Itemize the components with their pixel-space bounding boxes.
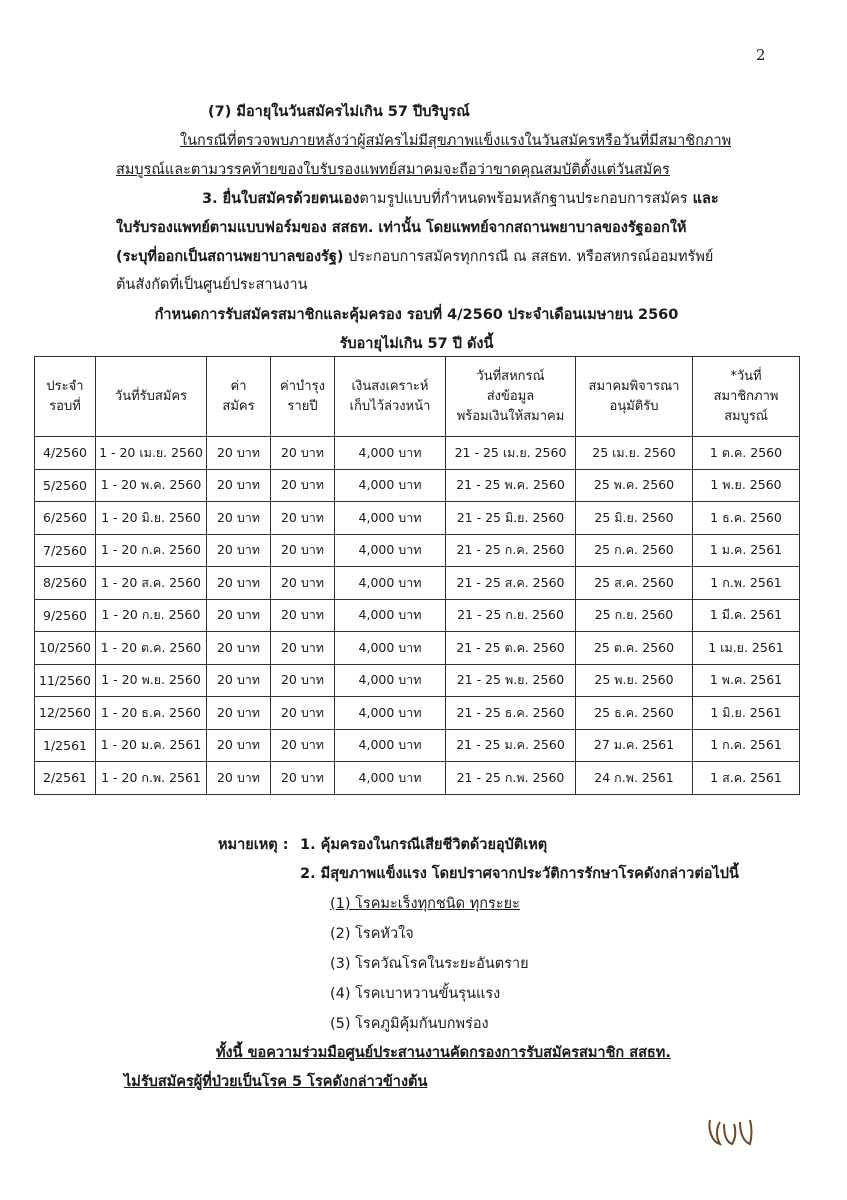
table-cell: 21 - 25 ม.ค. 2560: [446, 729, 576, 762]
table-cell: 20 บาท: [207, 599, 271, 632]
table-cell: 4,000 บาท: [335, 632, 446, 665]
item3-line3-rest: ประกอบการสมัครทุกกรณี ณ สสธท. หรือสหกรณ์ออมทรัพย์: [343, 249, 714, 265]
table-cell: 1/2561: [35, 729, 96, 762]
table-header-cell: วันที่รับสมัคร: [96, 357, 207, 437]
table-cell: 1 - 20 ก.ค. 2560: [96, 534, 207, 567]
table-cell: 4,000 บาท: [335, 664, 446, 697]
table-header-cell: วันที่สหกรณ์ ส่งข้อมูล พร้อมเงินให้สมาคม: [446, 357, 576, 437]
table-cell: 21 - 25 ส.ค. 2560: [446, 567, 576, 600]
table-cell: 20 บาท: [271, 664, 335, 697]
table-cell: 1 ธ.ค. 2560: [693, 502, 800, 535]
table-row: [35, 632, 800, 665]
table-cell: 20 บาท: [207, 502, 271, 535]
table-cell: 20 บาท: [207, 469, 271, 502]
table-cell: 20 บาท: [271, 534, 335, 567]
item3-line4: ต้นสังกัดที่เป็นศูนย์ประสานงาน: [116, 277, 308, 293]
table-cell: 20 บาท: [271, 567, 335, 600]
table-cell: 25 ก.ย. 2560: [576, 599, 693, 632]
table-header-cell: ค่าบำรุง รายปี: [271, 357, 335, 437]
table-cell: 20 บาท: [207, 534, 271, 567]
table-cell: 20 บาท: [207, 437, 271, 470]
table-cell: 11/2560: [35, 664, 96, 697]
table-cell: 4,000 บาท: [335, 437, 446, 470]
table-cell: 9/2560: [35, 599, 96, 632]
table-cell: 20 บาท: [271, 599, 335, 632]
item7-text-line1: ในกรณีที่ตรวจพบภายหลังว่าผู้สมัครไม่มีสุขภาพแข็งแรงในวันสมัครหรือวันที่มีสมาชิกภาพ: [180, 133, 732, 149]
item3-bold-lead: 3. ยื่นใบสมัครด้วยตนเอง: [202, 191, 360, 207]
table-cell: 4,000 บาท: [335, 729, 446, 762]
table-cell: 5/2560: [35, 469, 96, 502]
table-cell: 4,000 บาท: [335, 534, 446, 567]
table-cell: 6/2560: [35, 502, 96, 535]
table-cell: 21 - 25 ก.ค. 2560: [446, 534, 576, 567]
table-cell: 20 บาท: [271, 632, 335, 665]
table-header-cell: *วันที่ สมาชิกภาพ สมบูรณ์: [693, 357, 800, 437]
item3-lead-rest: ตามรูปแบบที่กำหนดพร้อมหลักฐานประกอบการสมัคร: [359, 191, 688, 207]
table-cell: 4/2560: [35, 437, 96, 470]
disease-item: (3) โรควัณโรคในระยะอันตราย: [330, 956, 529, 972]
table-cell: 1 - 20 ก.พ. 2561: [96, 762, 207, 795]
note-1: 1. คุ้มครองในกรณีเสียชีวิตด้วยอุบัติเหตุ: [300, 837, 548, 853]
table-cell: 21 - 25 พ.ค. 2560: [446, 469, 576, 502]
table-cell: 20 บาท: [271, 762, 335, 795]
table-cell: 25 ก.ค. 2560: [576, 534, 693, 567]
table-cell: 25 ต.ค. 2560: [576, 632, 693, 665]
table-cell: 4,000 บาท: [335, 762, 446, 795]
table-row: [35, 534, 800, 567]
table-header-cell: ค่า สมัคร: [207, 357, 271, 437]
table-cell: 1 - 20 พ.ย. 2560: [96, 664, 207, 697]
item3-line1: [202, 187, 719, 210]
table-row: [35, 437, 800, 470]
item3-line3: [116, 245, 713, 268]
table-cell: 20 บาท: [207, 567, 271, 600]
notes-label: หมายเหตุ :: [218, 837, 289, 853]
table-cell: 4,000 บาท: [335, 599, 446, 632]
table-cell: 1 ม.ค. 2561: [693, 534, 800, 567]
disease-item: (1) โรคมะเร็งทุกชนิด ทุกระยะ: [330, 896, 520, 912]
table-cell: 4,000 บาท: [335, 502, 446, 535]
table-cell: 1 - 20 เม.ย. 2560: [96, 437, 207, 470]
item3-line3-bold: (ระบุที่ออกเป็นสถานพยาบาลของรัฐ): [116, 249, 344, 265]
table-cell: 25 ธ.ค. 2560: [576, 697, 693, 730]
table-cell: 21 - 25 เม.ย. 2560: [446, 437, 576, 470]
item3-line2: ใบรับรองแพทย์ตามแบบฟอร์มของ สสธท. เท่านั้น โดยแพทย์จากสถานพยาบาลของรัฐออกให้: [116, 220, 687, 236]
item3-and: และ: [687, 191, 719, 207]
table-cell: 25 ส.ค. 2560: [576, 567, 693, 600]
table-cell: 1 - 20 ต.ค. 2560: [96, 632, 207, 665]
table-cell: 4,000 บาท: [335, 469, 446, 502]
table-cell: 1 - 20 ส.ค. 2560: [96, 567, 207, 600]
table-cell: 12/2560: [35, 697, 96, 730]
table-cell: 1 ต.ค. 2560: [693, 437, 800, 470]
page-number: 2: [756, 46, 766, 64]
table-row: [35, 664, 800, 697]
table-cell: 1 พ.ย. 2560: [693, 469, 800, 502]
table-header-cell: เงินสงเคราะห์ เก็บไว้ล่วงหน้า: [335, 357, 446, 437]
table-cell: 21 - 25 พ.ย. 2560: [446, 664, 576, 697]
table-cell: 1 มี.ค. 2561: [693, 599, 800, 632]
note-2: 2. มีสุขภาพแข็งแรง โดยปราศจากประวัติการรักษาโรคดังกล่าวต่อไปนี้: [300, 866, 739, 882]
table-cell: 1 ก.พ. 2561: [693, 567, 800, 600]
table-row: [35, 697, 800, 730]
table-row: [35, 469, 800, 502]
table-cell: 21 - 25 ต.ค. 2560: [446, 632, 576, 665]
table-cell: 1 เม.ย. 2561: [693, 632, 800, 665]
table-cell: 20 บาท: [207, 697, 271, 730]
table-cell: 1 - 20 พ.ค. 2560: [96, 469, 207, 502]
table-cell: 1 ส.ค. 2561: [693, 762, 800, 795]
table-cell: 25 มิ.ย. 2560: [576, 502, 693, 535]
table-cell: 1 - 20 ม.ค. 2561: [96, 729, 207, 762]
table-row: [35, 729, 800, 762]
table-row: [35, 762, 800, 795]
table-cell: 4,000 บาท: [335, 567, 446, 600]
table-cell: 1 พ.ค. 2561: [693, 664, 800, 697]
table-cell: 1 - 20 มิ.ย. 2560: [96, 502, 207, 535]
table-row: [35, 567, 800, 600]
table-body: [35, 437, 800, 795]
disease-item: (4) โรคเบาหวานขั้นรุนแรง: [330, 986, 501, 1002]
table-cell: 27 ม.ค. 2561: [576, 729, 693, 762]
table-cell: 1 มิ.ย. 2561: [693, 697, 800, 730]
table-header-row: [35, 357, 800, 437]
table-cell: 2/2561: [35, 762, 96, 795]
closing-line-1: ทั้งนี้ ขอความร่วมมือศูนย์ประสานงานคัดกรองการรับสมัครสมาชิก สสธท.: [216, 1045, 671, 1061]
table-cell: 20 บาท: [207, 762, 271, 795]
table-cell: 20 บาท: [271, 697, 335, 730]
table-cell: 20 บาท: [271, 437, 335, 470]
table-subtitle: รับอายุไม่เกิน 57 ปี ดังนี้: [339, 336, 494, 352]
table-cell: 25 พ.ค. 2560: [576, 469, 693, 502]
table-cell: 20 บาท: [271, 729, 335, 762]
table-cell: 21 - 25 ก.ย. 2560: [446, 599, 576, 632]
table-cell: 8/2560: [35, 567, 96, 600]
disease-item: (5) โรคภูมิคุ้มกันบกพร่อง: [330, 1016, 489, 1032]
disease-item: (2) โรคหัวใจ: [330, 926, 414, 942]
table-cell: 20 บาท: [207, 664, 271, 697]
item7-heading: (7) มีอายุในวันสมัครไม่เกิน 57 ปีบริบูรณ์: [208, 104, 470, 120]
table-cell: 10/2560: [35, 632, 96, 665]
table-row: [35, 599, 800, 632]
item7-text-line2: สมบูรณ์และตามวรรคท้ายของใบรับรองแพทย์สมาคมจะถือว่าขาดคุณสมบัติตั้งแต่วันสมัคร: [116, 162, 670, 178]
schedule-table: [34, 356, 800, 795]
table-header-cell: ประจำ รอบที่: [35, 357, 96, 437]
table-cell: 21 - 25 ธ.ค. 2560: [446, 697, 576, 730]
table-cell: 20 บาท: [271, 502, 335, 535]
table-cell: 21 - 25 ก.พ. 2560: [446, 762, 576, 795]
table-cell: 20 บาท: [207, 729, 271, 762]
table-title: กำหนดการรับสมัครสมาชิกและคุ้มครอง รอบที่ 4/2560 ประจำเดือนเมษายน 2560: [154, 307, 679, 323]
table-cell: 1 ก.ค. 2561: [693, 729, 800, 762]
table-cell: 21 - 25 มิ.ย. 2560: [446, 502, 576, 535]
table-cell: 7/2560: [35, 534, 96, 567]
table-cell: 25 พ.ย. 2560: [576, 664, 693, 697]
table-cell: 24 ก.พ. 2561: [576, 762, 693, 795]
signature-initials: [706, 1112, 756, 1152]
table-cell: 1 - 20 ธ.ค. 2560: [96, 697, 207, 730]
table-cell: 20 บาท: [271, 469, 335, 502]
table-row: [35, 502, 800, 535]
table-header-cell: สมาคมพิจารณา อนุมัติรับ: [576, 357, 693, 437]
table-cell: 20 บาท: [207, 632, 271, 665]
table-cell: 1 - 20 ก.ย. 2560: [96, 599, 207, 632]
closing-line-2: ไม่รับสมัครผู้ที่ป่วยเป็นโรค 5 โรคดังกล่าวข้างต้น: [124, 1074, 428, 1090]
table-cell: 25 เม.ย. 2560: [576, 437, 693, 470]
table-cell: 4,000 บาท: [335, 697, 446, 730]
